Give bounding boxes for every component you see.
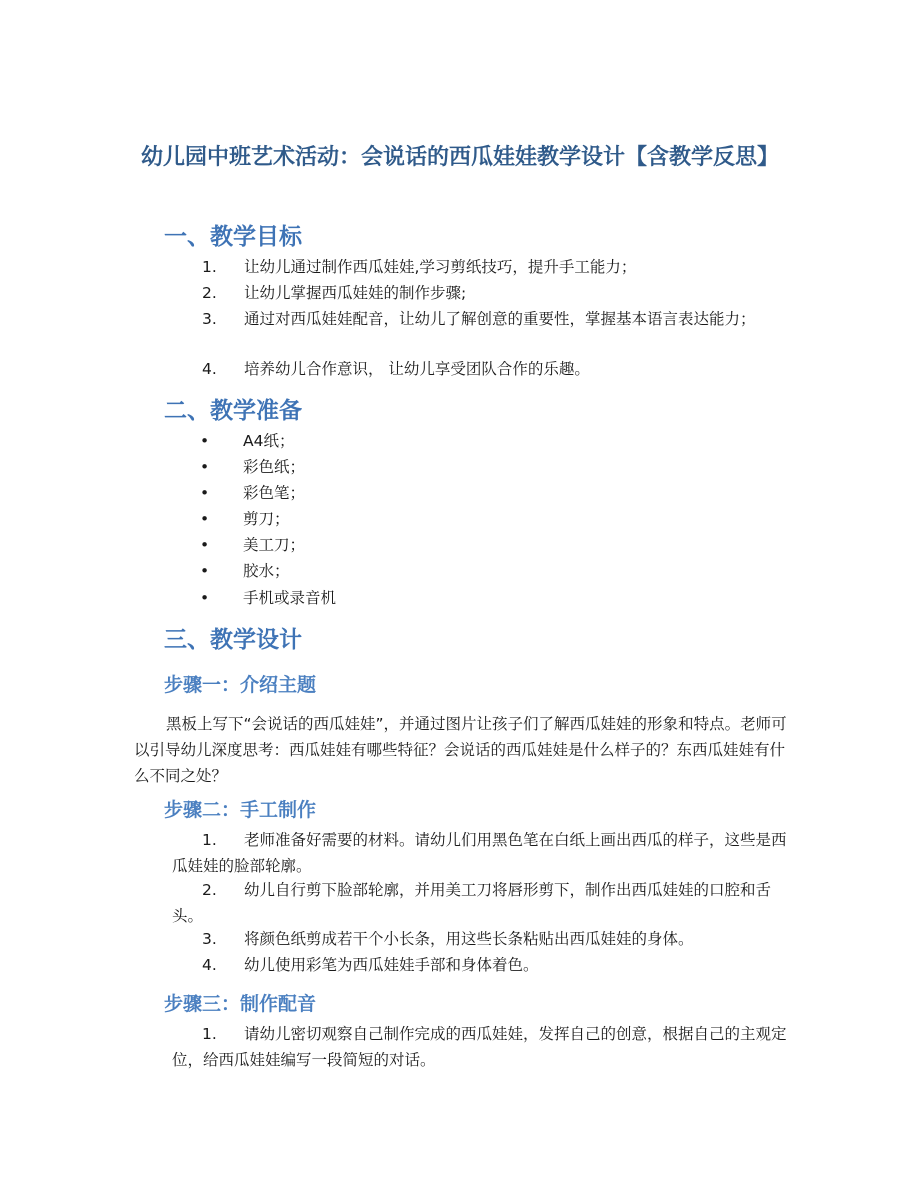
list-number: 1.: [202, 1025, 217, 1043]
prep-item: [200, 532, 305, 558]
handcraft-item: [172, 827, 788, 879]
list-number: 4.: [202, 956, 217, 974]
list-number: 4.: [202, 360, 217, 378]
bullet-icon: •: [200, 432, 210, 450]
goal-item: [172, 280, 788, 306]
handcraft-item: [172, 926, 788, 952]
step-heading-intro: 步骤一：介绍主题: [164, 674, 317, 696]
bullet-icon: •: [200, 536, 210, 554]
list-text: 胶水；: [243, 562, 290, 580]
prep-item: [200, 558, 290, 584]
prep-item: [200, 428, 294, 454]
goal-item: [172, 254, 788, 280]
list-text: 通过对西瓜娃娃配音，让幼儿了解创意的重要性，掌握基本语言表达能力；: [244, 310, 756, 328]
list-text: 彩色纸；: [243, 458, 306, 476]
list-text: 幼儿自行剪下脸部轮廓，并用美工刀将唇形剪下，制作出西瓜娃娃的口腔和舌头。: [172, 881, 772, 925]
prep-item: [200, 506, 290, 532]
list-text: 培养幼儿合作意识， 让幼儿享受团队合作的乐趣。: [244, 360, 590, 378]
handcraft-item: [172, 877, 788, 929]
list-text: 让幼儿掌握西瓜娃娃的制作步骤;: [244, 284, 467, 302]
list-text: 彩色笔；: [243, 484, 306, 502]
list-text: A4纸；: [243, 432, 295, 450]
document-title: 幼儿园中班艺术活动：会说话的西瓜娃娃教学设计【含教学反思】: [140, 145, 779, 170]
list-text: 美工刀；: [243, 536, 306, 554]
prep-item: [200, 454, 305, 480]
list-number: 1.: [202, 258, 217, 276]
list-text: 请幼儿密切观察自己制作完成的西瓜娃娃，发挥自己的创意，根据自己的主观定位，给西瓜娃娃编写一段简短的对话。: [172, 1025, 787, 1069]
bullet-icon: •: [200, 589, 210, 607]
section-heading-goals: 一、教学目标: [164, 224, 302, 250]
goal-item: [172, 306, 788, 332]
bullet-icon: •: [200, 484, 210, 502]
bullet-icon: •: [200, 458, 210, 476]
handcraft-item: [172, 952, 788, 978]
section-heading-design: 三、教学设计: [164, 627, 302, 653]
list-number: 2.: [202, 881, 217, 899]
bullet-icon: •: [200, 562, 210, 580]
step-intro-paragraph: 黑板上写下“会说话的西瓜娃娃”，并通过图片让孩子们了解西瓜娃娃的形象和特点。老师可以引导幼儿深度思考：西瓜娃娃有哪些特征？会说话的西瓜娃娃是什么样子的？东西瓜娃娃有什么不同之处？: [134, 715, 787, 785]
list-number: 3.: [202, 930, 217, 948]
list-text: 幼儿使用彩笔为西瓜娃娃手部和身体着色。: [244, 956, 539, 974]
section-heading-prep: 二、教学准备: [164, 398, 302, 424]
goal-item: [172, 356, 788, 382]
list-text: 手机或录音机: [243, 589, 337, 607]
list-text: 将颜色纸剪成若干个小长条，用这些长条粘贴出西瓜娃娃的身体。: [244, 930, 694, 948]
bullet-icon: •: [200, 510, 210, 528]
list-text: 剪刀；: [243, 510, 290, 528]
prep-item: [200, 585, 336, 611]
list-number: 1.: [202, 831, 217, 849]
list-text: 让幼儿通过制作西瓜娃娃,学习剪纸技巧，提升手工能力；: [244, 258, 637, 276]
voiceover-item: [172, 1021, 788, 1073]
prep-item: [200, 480, 305, 506]
step-heading-handcraft: 步骤二：手工制作: [164, 799, 317, 821]
list-number: 3.: [202, 310, 217, 328]
step-heading-voiceover: 步骤三：制作配音: [164, 993, 317, 1015]
list-text: 老师准备好需要的材料。请幼儿们用黑色笔在白纸上画出西瓜的样子，这些是西瓜娃娃的脸部轮廓。: [172, 831, 787, 875]
list-number: 2.: [202, 284, 217, 302]
